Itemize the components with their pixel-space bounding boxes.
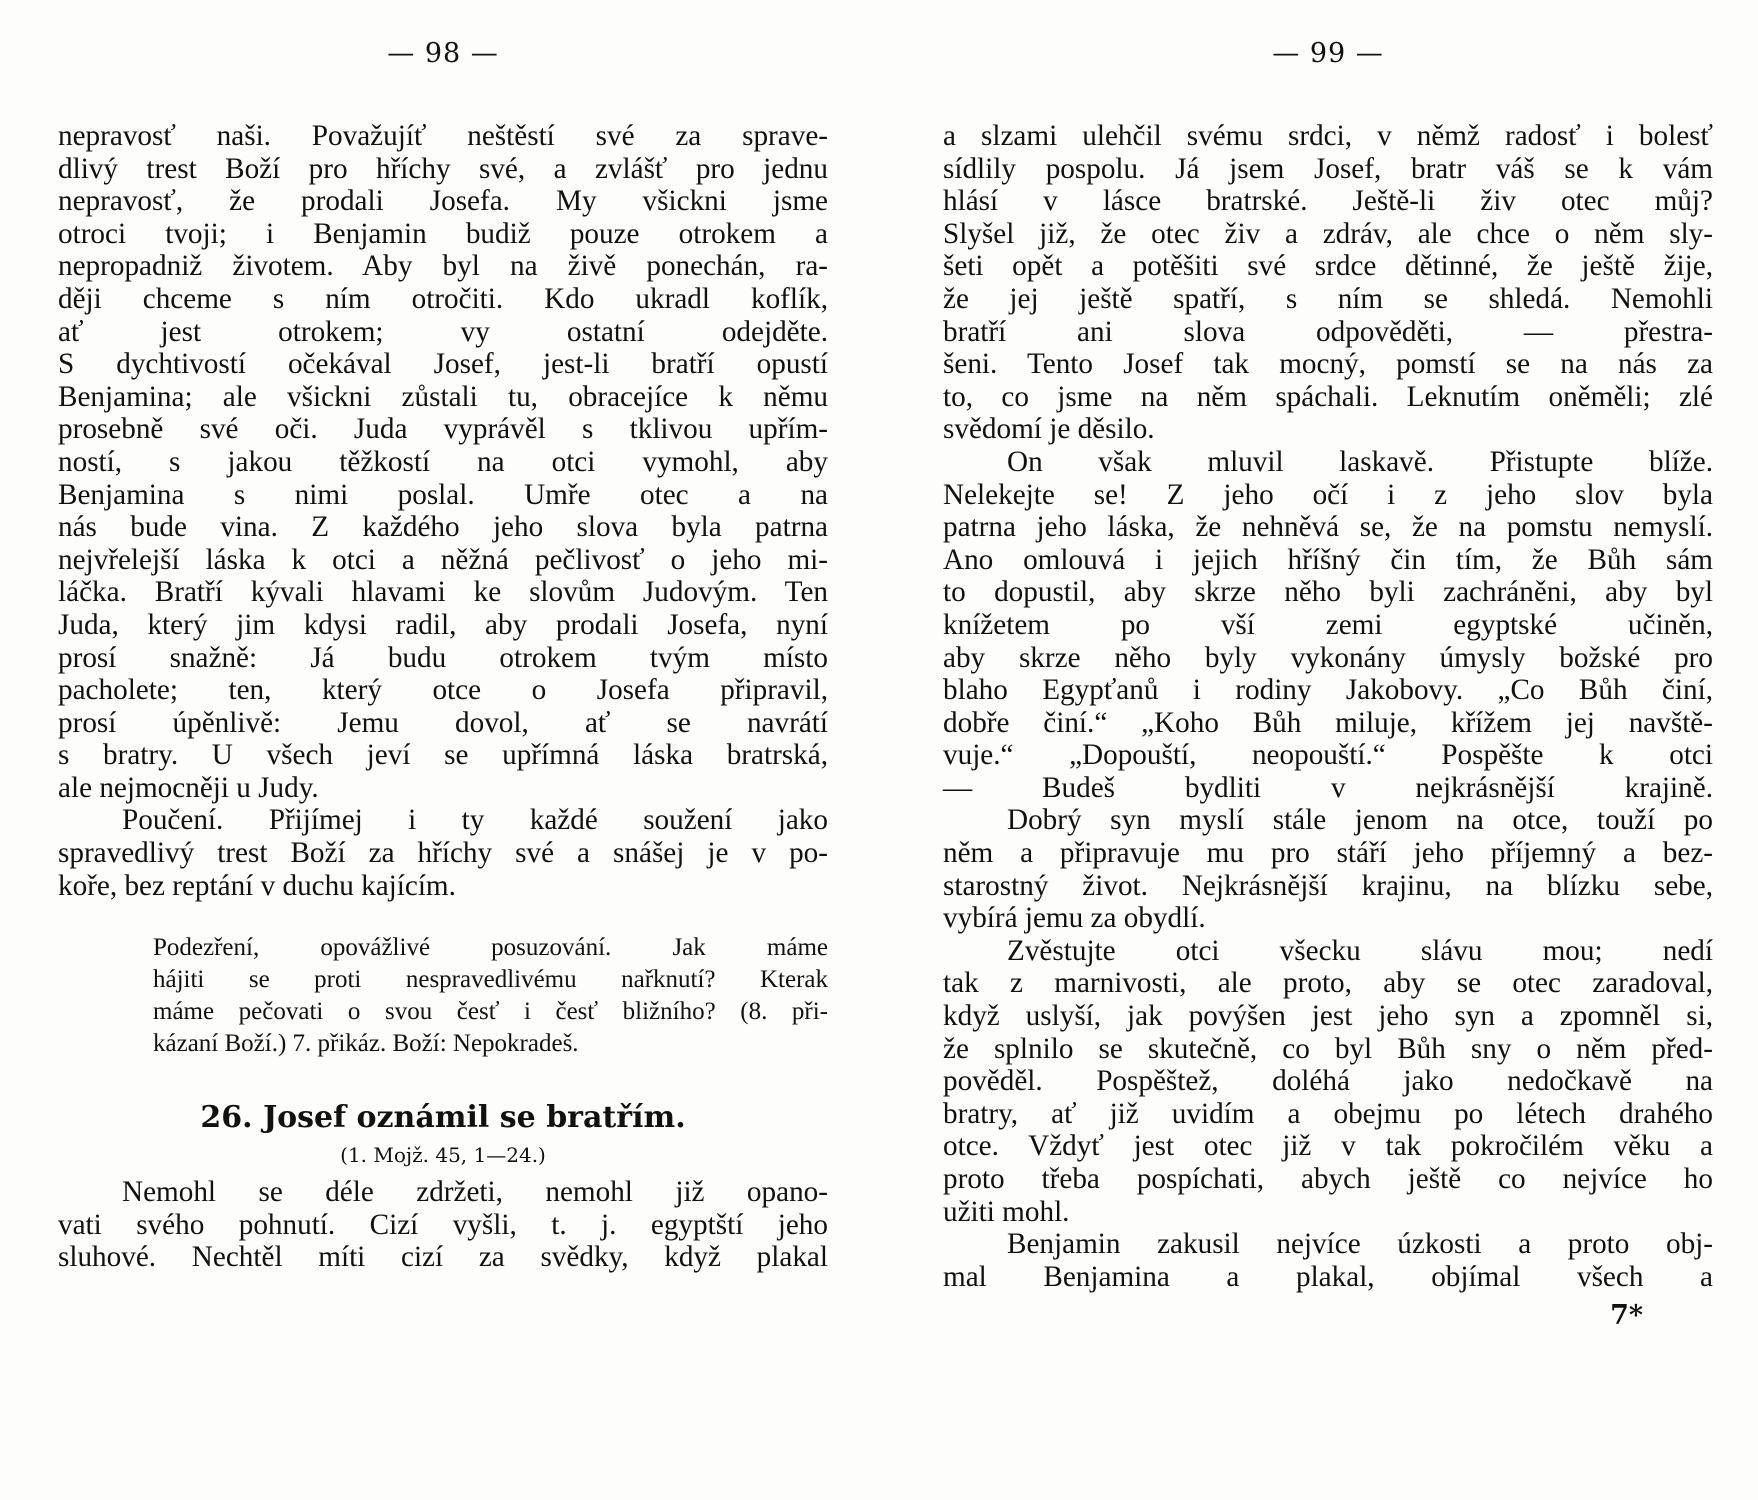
text-line: nepravosť naši. Považujíť neštěstí své za sprave- bbox=[58, 120, 828, 152]
paragraph bbox=[943, 804, 1713, 934]
chapter-heading: 26. Josef oznámil se bratřím. bbox=[200, 1100, 686, 1136]
text-line: bratří ani slova odpověděti, — přestra- bbox=[943, 315, 1713, 348]
text-line: dobře činí.“ „Koho Bůh miluje, křížem jej navště- bbox=[943, 706, 1713, 739]
text-line: Juda, který jim kdysi radil, aby prodali Josefa, nyní bbox=[58, 608, 828, 641]
text-line: ať jest otrokem; vy ostatní odejděte. bbox=[58, 315, 828, 348]
left-page bbox=[58, 0, 828, 1500]
text-line: bratry, ať již uvidím a obejmu po létech drahého bbox=[943, 1097, 1713, 1130]
text-line: máme pečovati o svou česť i česť bližního? (8. při- bbox=[153, 998, 828, 1026]
paragraph bbox=[58, 120, 828, 804]
paragraph bbox=[943, 446, 1713, 805]
page-number: — 98 — bbox=[387, 38, 499, 69]
text-line: Nelekejte se! Z jeho očí i z jeho slov byla bbox=[943, 478, 1713, 511]
text-line: šeni. Tento Josef tak mocný, pomstí se na nás za bbox=[943, 348, 1713, 381]
paragraph bbox=[943, 1228, 1713, 1293]
text-line: nepropadniž životem. Aby byl na živě ponechán, ra- bbox=[58, 250, 828, 283]
text-line: láčka. Bratří kývali hlavami ke slovům Judovým. Ten bbox=[58, 576, 828, 609]
text-line: Ano omlouvá i jejich hříšný čin tím, že Bůh sám bbox=[943, 543, 1713, 576]
text-line: vati svého pohnutí. Cizí vyšli, t. j. egyptští jeho bbox=[58, 1208, 828, 1241]
text-line: sluhové. Nechtěl míti cizí za svědky, když plakal bbox=[58, 1241, 828, 1274]
text-line: prosí úpěnlivě: Jemu dovol, ať se navrátí bbox=[58, 706, 828, 739]
paragraph bbox=[58, 1176, 828, 1274]
text-line: hájiti se proti nespravedlivému nařknutí? Kterak bbox=[153, 966, 828, 994]
text-line: Zvěstujte otci všecku slávu mou; nedí bbox=[1007, 934, 1713, 967]
text-line: to, co jsme na něm spáchali. Leknutím oněměli; zlé bbox=[943, 380, 1713, 413]
text-line: užiti mohl. bbox=[943, 1195, 1070, 1228]
text-line: proto třeba pospíchati, abych ještě co nejvíce ho bbox=[943, 1163, 1713, 1195]
text-line: pacholete; ten, který otce o Josefa připravil, bbox=[58, 674, 828, 707]
text-line: prosí snažně: Já budu otrokem tvým místo bbox=[58, 641, 828, 674]
text-line: ností, s jakou těžkostí na otci vymohl, aby bbox=[58, 445, 828, 478]
spacer bbox=[58, 902, 828, 932]
text-line: Podezření, opovážlivé posuzování. Jak máme bbox=[153, 934, 828, 962]
text-line: starostný život. Nejkrásnější krajinu, na blízku sebe, bbox=[943, 869, 1713, 902]
text-line: spravedlivý trest Boží za hříchy své a snášej je v po- bbox=[58, 837, 828, 870]
text-line: svědomí je děsilo. bbox=[943, 413, 1155, 446]
text-line: blaho Egypťanů i rodiny Jakobovy. „Co Bůh činí, bbox=[943, 674, 1713, 707]
text-line: tak z marnivosti, ale proto, aby se otec zaradoval, bbox=[943, 967, 1713, 1000]
paragraph bbox=[943, 935, 1713, 1228]
text-line: že splnilo se skutečně, co byl Bůh sny o něm před- bbox=[943, 1032, 1713, 1065]
text-line: ale nejmocněji u Judy. bbox=[58, 771, 319, 804]
page-number: — 99 — bbox=[1272, 38, 1384, 69]
text-line: otce. Vždyť jest otec již v tak pokročilém věku a bbox=[943, 1130, 1713, 1163]
text-line: S dychtivostí očekával Josef, jest-li bratří opustí bbox=[58, 348, 828, 381]
text-line: vybírá jemu za obydlí. bbox=[943, 902, 1206, 935]
text-line: nás bude vina. Z každého jeho slova byla patrna bbox=[58, 511, 828, 544]
paragraph bbox=[943, 120, 1713, 446]
text-line: patrna jeho láska, že nehněvá se, že na pomstu nemyslí. bbox=[943, 511, 1713, 544]
text-line: kázaní Boží.) 7. přikáz. Boží: Nepokradeš. bbox=[153, 1030, 579, 1058]
questions-block bbox=[58, 932, 828, 1060]
text-line: že jej ještě spatří, s ním se shledá. Nemohli bbox=[943, 282, 1713, 315]
page-body bbox=[58, 120, 828, 1274]
text-line: — Budeš bydliti v nejkrásnější krajině. bbox=[943, 771, 1713, 804]
signature-mark: 7* bbox=[1610, 1300, 1643, 1331]
text-line: Benjamina; ale všickni zůstali tu, obracejíce k němu bbox=[58, 380, 828, 413]
text-line: Benjamin zakusil nejvíce úzkosti a proto obj- bbox=[1007, 1228, 1713, 1261]
text-line: Slyšel již, že otec živ a zdráv, ale chce o něm sly- bbox=[943, 217, 1713, 250]
text-line: aby skrze něho byly vykonány úmysly božské pro bbox=[943, 641, 1713, 674]
text-line: Poučení. Přijímej i ty každé soužení jako bbox=[122, 804, 828, 837]
text-line: to dopustil, aby skrze něho byli zachráněni, aby byl bbox=[943, 576, 1713, 609]
page-body bbox=[943, 120, 1713, 1293]
text-line: ději chceme s ním otročiti. Kdo ukradl koflík, bbox=[58, 282, 828, 315]
spacer bbox=[58, 1060, 828, 1090]
text-line: otroci tvoji; i Benjamin budiž pouze otrokem a bbox=[58, 217, 828, 250]
text-line: Nemohl se déle zdržeti, nemohl již opano- bbox=[122, 1176, 828, 1209]
text-line: něm a připravuje mu pro stáří jeho příjemný a bez- bbox=[943, 837, 1713, 870]
text-line: koře, bez reptání v duchu kajícím. bbox=[58, 869, 456, 902]
text-line: hlásí v lásce bratrské. Ještě-li živ otec můj? bbox=[943, 185, 1713, 218]
text-line: knížetem po vší zemi egyptské učiněn, bbox=[943, 608, 1713, 641]
text-line: s bratry. U všech jeví se upřímná láska bratrská, bbox=[58, 739, 828, 772]
text-line: když uslyší, jak povýšen jest jeho syn a zpomněl si, bbox=[943, 1000, 1713, 1033]
text-line: nepravosť, že prodali Josefa. My všickni jsme bbox=[58, 185, 828, 218]
text-line: šeti opět a potěšiti své srdce dětinné, že ještě žije, bbox=[943, 250, 1713, 283]
text-line: On však mluvil laskavě. Přistupte blíže. bbox=[1007, 445, 1713, 478]
text-line: mal Benjamina a plakal, objímal všech a bbox=[943, 1260, 1713, 1293]
text-line: Dobrý syn myslí stále jenom na otce, touží po bbox=[1007, 804, 1713, 837]
text-line: prosebně své oči. Juda vyprávěl s tklivou upřím- bbox=[58, 413, 828, 446]
text-line: dlivý trest Boží pro hříchy své, a zvlášť pro jednu bbox=[58, 152, 828, 185]
paragraph bbox=[58, 804, 828, 902]
chapter-reference: (1. Mojž. 45, 1—24.) bbox=[340, 1143, 546, 1168]
text-line: Benjamina s nimi poslal. Umře otec a na bbox=[58, 478, 828, 511]
text-line: pověděl. Pospěštež, doléhá jako nedočkavě na bbox=[943, 1065, 1713, 1098]
right-page bbox=[943, 0, 1713, 1500]
text-line: sídlily pospolu. Já jsem Josef, bratr váš se k vám bbox=[943, 152, 1713, 185]
text-line: nejvřelejší láska k otci a něžná pečlivosť o jeho mi- bbox=[58, 543, 828, 576]
text-line: vuje.“ „Dopouští, neopouští.“ Pospěšte k otci bbox=[943, 739, 1713, 772]
text-line: a slzami ulehčil svému srdci, v němž radosť i bolesť bbox=[943, 120, 1713, 152]
